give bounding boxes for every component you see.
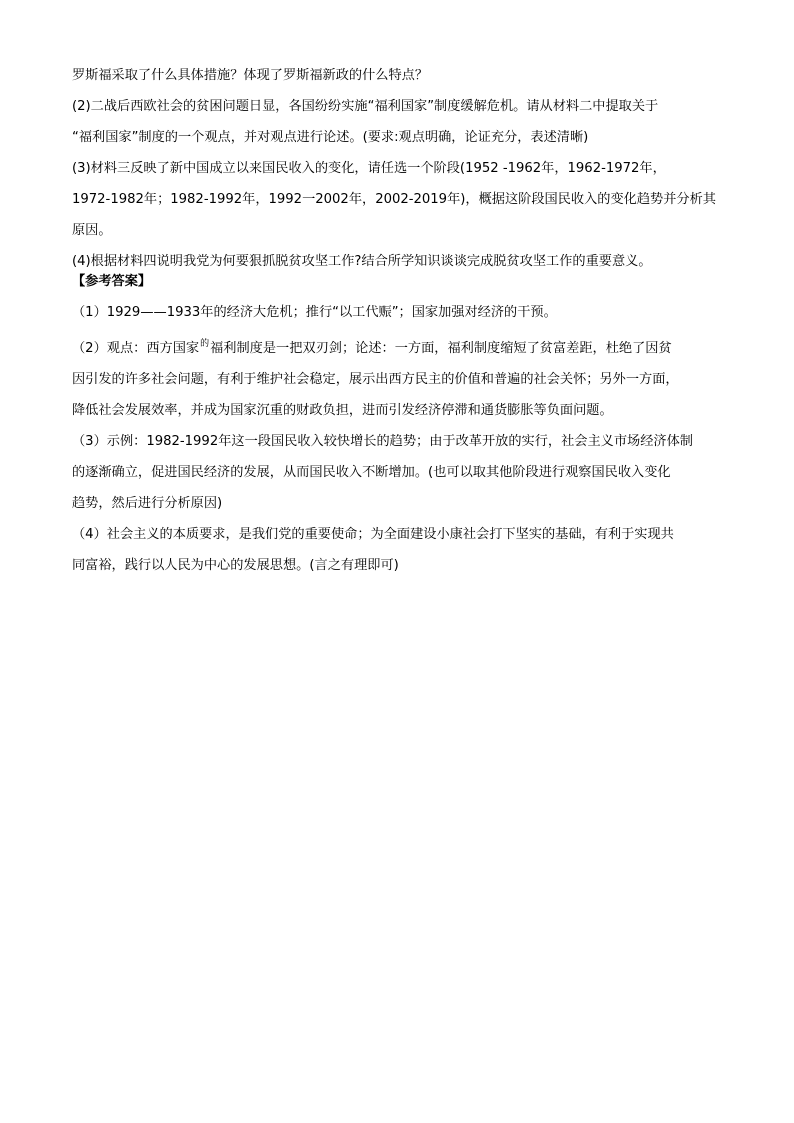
question-1-tail: 罗斯福采取了什么具体措施？体现了罗斯福新政的什么特点？	[72, 68, 429, 83]
answer-2-line-1-post: 福利制度是一把双刃剑；论述：一方面，福利制度缩短了贫富差距，杜绝了因贫	[210, 341, 672, 356]
answer-3-line-2: 的逐渐确立，促进国民经济的发展，从而国民收入不断增加。(也可以取其他阶段进行观察国民收入变化	[72, 465, 671, 480]
question-2-line-1: (2)二战后西欧社会的贫困问题日显，各国纷纷实施“福利国家”制度缓解危机。请从材料二中提取关于	[72, 99, 659, 114]
answer-2-line-2: 因引发的许多社会问题，有利于维护社会稳定，展示出西方民主的价值和普遍的社会关怀；另外一方面，	[72, 372, 679, 387]
answer-2-line-3: 降低社会发展效率，并成为国家沉重的财政负担，进而引发经济停滞和通货膨胀等负面问题。	[72, 403, 613, 418]
question-2-line-2: “福利国家”制度的一个观点，并对观点进行论述。(要求:观点明确，论证充分，表述清晰)	[72, 130, 589, 145]
answer-2-line-1-pre: （2）观点：西方国家	[72, 341, 200, 356]
question-4: (4)根据材料四说明我党为何要狠抓脱贫攻坚工作?结合所学知识谈谈完成脱贫攻坚工作的重要意义。	[72, 254, 652, 269]
question-3-line-2: 1972-1982年；1982-1992年，1992一2002年，2002-2019年)，概据这阶段国民收入的变化趋势并分析其	[72, 192, 716, 207]
answer-heading: 【参考答案】	[72, 274, 152, 289]
answer-2-superscript: 的	[200, 339, 210, 349]
document-page	[72, 66, 722, 576]
answer-4-line-2: 同富裕，践行以人民为中心的发展思想。(言之有理即可)	[72, 558, 399, 573]
question-3-line-1: (3)材料三反映了新中国成立以来国民收入的变化，请任选一个阶段(1952 -1962年，1962-1972年，	[72, 161, 666, 176]
question-3-line-3: 原因。	[72, 223, 112, 238]
answer-3-line-1: （3）示例：1982-1992年这一段国民收入较快增长的趋势；由于改革开放的实行，社会主义市场经济体制	[72, 434, 693, 449]
answer-4-line-1: （4）社会主义的本质要求，是我们党的重要使命；为全面建设小康社会打下坚实的基础，有利于实现共	[72, 527, 674, 542]
answer-3-line-3: 趋势，然后进行分析原因)	[72, 496, 223, 511]
answer-2-line-1	[72, 334, 722, 359]
answer-1: （1）1929——1933年的经济大危机；推行“以工代赈”；国家加强对经济的干预。	[72, 305, 557, 320]
